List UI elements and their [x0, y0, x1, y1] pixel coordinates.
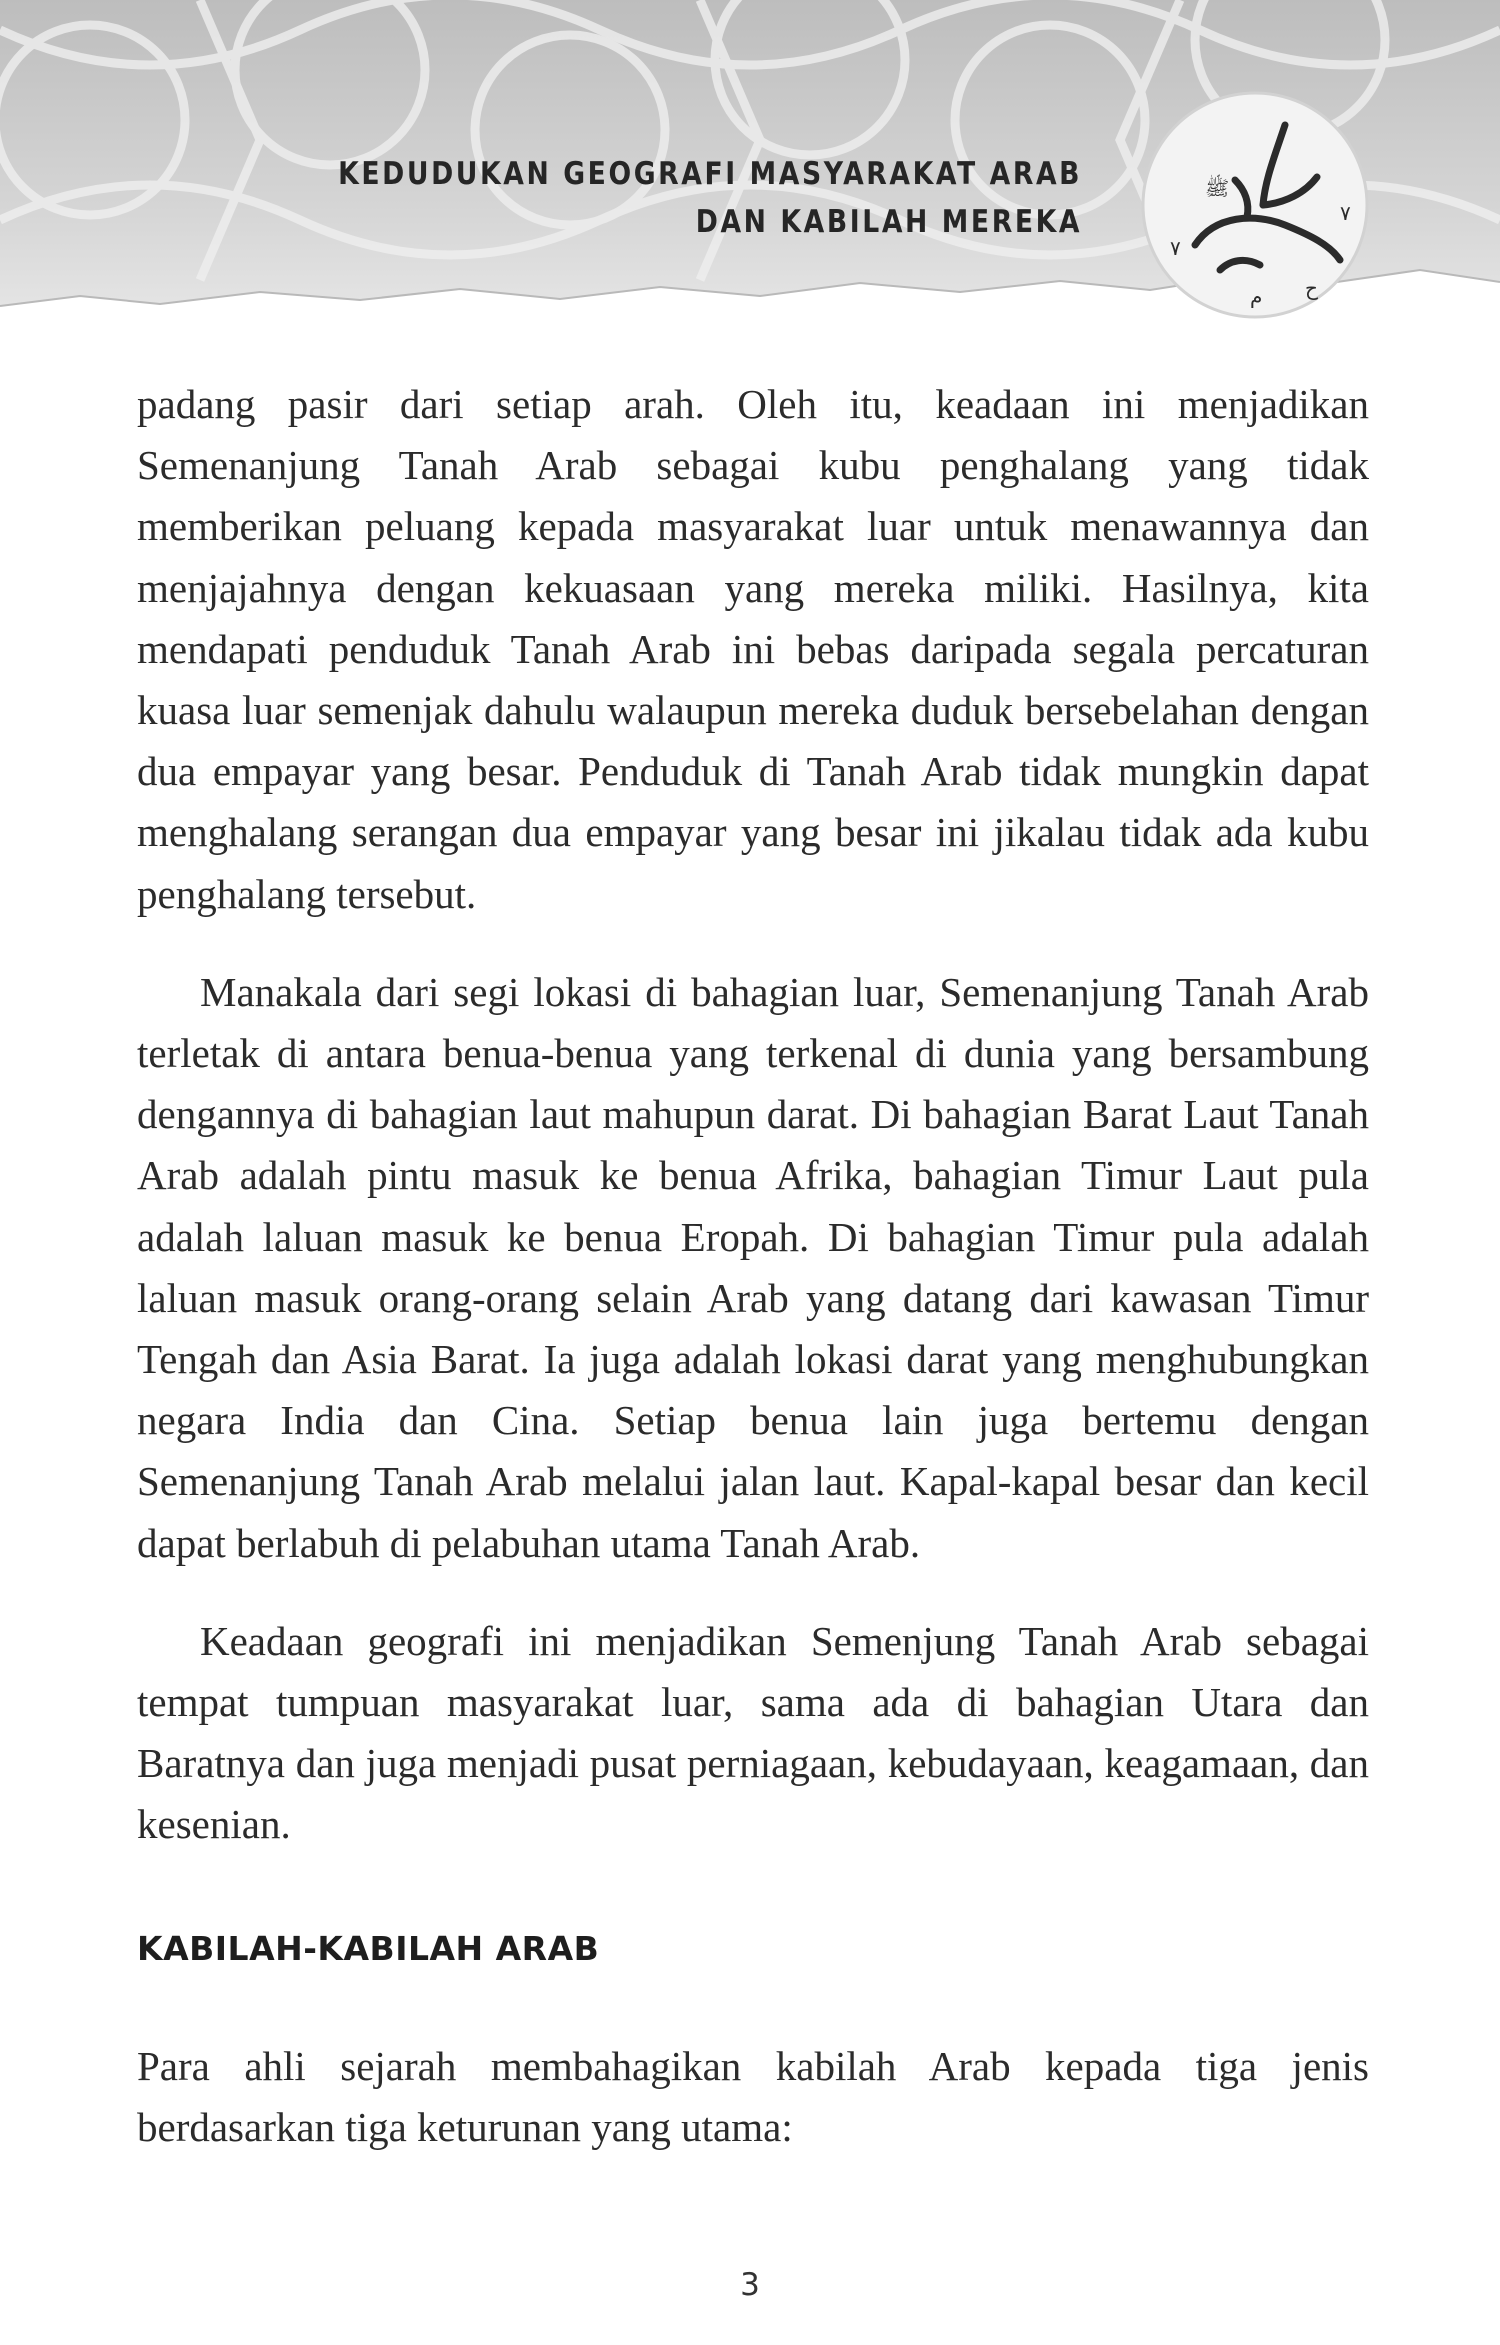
svg-text:٧: ٧: [1170, 236, 1181, 260]
muhammad-calligraphy-icon: [1135, 85, 1375, 320]
svg-text:ﷺ: ﷺ: [1205, 176, 1230, 200]
body-paragraph: Manakala dari segi lokasi di bahagian luar, Semenanjung Tanah Arab terletak di antara benua-benua yang terkenal di dunia yang bersambung dengannya di bahagian laut mahupun darat. Di bahagian Barat Laut Tanah Arab adalah pintu masuk ke benua Afrika, bahagian Timur Laut pula adalah laluan masuk ke benua Eropah. Di bahagian Timur pula adalah laluan masuk orang-orang selain Arab yang datang dari kawasan Timur Tengah dan Asia Barat. Ia juga adalah lokasi darat yang menghubungkan negara India dan Cina. Setiap benua lain juga bertemu dengan Semenanjung Tanah Arab melalui jalan laut. Kapal-kapal besar dan kecil dapat berlabuh di pelabuhan utama Tanah Arab.: [137, 968, 1369, 1566]
body-paragraph: padang pasir dari setiap arah. Oleh itu, keadaan ini menjadikan Semenanjung Tanah Arab sebagai kubu penghalang yang tidak memberikan peluang kepada masyarakat luar untuk menawannya dan menjajahnya dengan kekuasaan yang mereka miliki. Hasilnya, kita mendapati penduduk Tanah Arab ini bebas daripada segala percaturan kuasa luar semenjak dahulu walaupun mereka duduk bersebelahan dengan dua empayar yang besar. Penduduk di Tanah Arab tidak mungkin dapat menghalang serangan dua empayar yang besar ini jikalau tidak ada kubu penghalang tersebut.: [137, 381, 1369, 917]
body-paragraph: Keadaan geografi ini menjadikan Semenjung Tanah Arab sebagai tempat tumpuan masyarakat luar, sama ada di bahagian Utara dan Baratnya dan juga menjadi pusat perniagaan, kebudayaan, keagamaan, dan kesenian.: [137, 1617, 1369, 1848]
running-header-title: [338, 150, 1082, 246]
running-header-line-1: KEDUDUKAN GEOGRAFI MASYARAKAT ARAB: [338, 156, 1082, 192]
running-header-line-2: DAN KABILAH MEREKA: [695, 204, 1082, 240]
svg-text:ح: ح: [1305, 276, 1318, 300]
page-number: 3: [740, 2267, 760, 2303]
page-header: [0, 0, 1500, 320]
svg-text:٧: ٧: [1340, 201, 1351, 225]
svg-text:م: م: [1250, 284, 1263, 308]
section-heading: KABILAH-KABILAH ARAB: [137, 1928, 600, 1968]
section-paragraph: Para ahli sejarah membahagikan kabilah Arab kepada tiga jenis berdasarkan tiga keturunan yang utama:: [137, 2042, 1369, 2150]
page-body: [137, 374, 1369, 2158]
